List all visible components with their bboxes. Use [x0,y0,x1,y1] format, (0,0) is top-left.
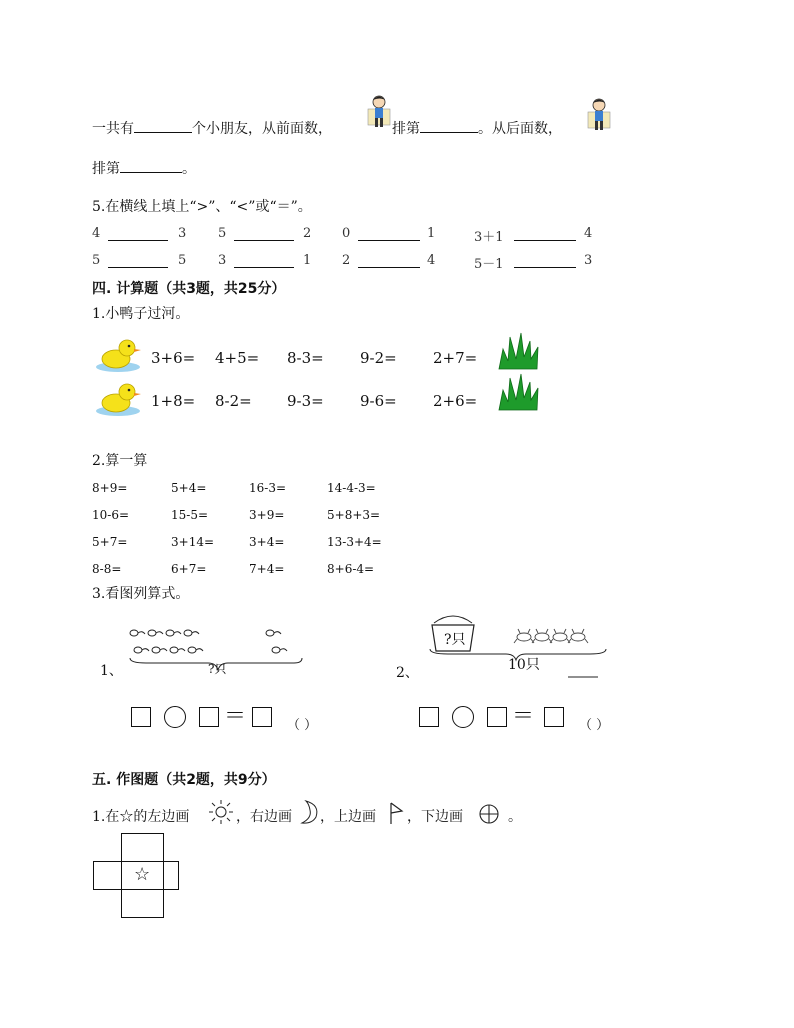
grass-icon [497,331,541,371]
q5-1-part4: ，下边画 [407,809,463,825]
expression: 9-6= [360,392,397,410]
answer-box[interactable] [199,707,219,727]
compare-right: 2 [303,226,312,241]
total-label: 10只 [508,657,540,673]
grid-cell-left[interactable] [93,861,122,890]
compare-right: 1 [427,226,436,241]
text-segment: 。 [182,161,196,177]
answer-blank[interactable] [134,118,192,133]
compare-right: 4 [584,226,593,241]
equals-sign: ＝ [512,704,535,729]
star-icon: ☆ [134,864,151,885]
expression: 8-8= [92,562,122,576]
expression: 8+9= [92,481,128,495]
grid-cell-right[interactable] [163,861,179,890]
expression: 15-5= [171,508,209,522]
compare-blank[interactable] [234,239,294,241]
expression: 14-4-3= [327,481,376,495]
answer-box[interactable] [252,707,272,727]
compare-right: 3 [584,253,593,268]
child-figure-icon [586,96,612,136]
answer-box[interactable] [544,707,564,727]
expression: 6+7= [171,562,207,576]
q5-1-part3: ，上边画 [320,809,376,825]
expression: 1+8= [151,392,196,410]
circle-cross-icon [478,803,500,825]
expression: 13-3+4= [327,535,382,549]
grid-cell-bottom[interactable] [121,889,164,918]
unit-paren[interactable]: （ ） [579,718,610,733]
expression: 7+4= [249,562,285,576]
expression: 8+6-4= [327,562,375,576]
duck-icon [94,337,142,373]
compare-blank[interactable] [108,266,168,268]
compare-right: 3 [178,226,187,241]
compare-blank[interactable] [358,239,420,241]
text-segment: 排第 [92,161,120,177]
answer-box[interactable] [487,707,507,727]
compare-blank[interactable] [108,239,168,241]
operator-circle[interactable] [164,706,186,728]
answer-blank[interactable] [420,118,478,133]
figure-2-number: 2、 [396,665,419,681]
compare-blank[interactable] [514,266,576,268]
q4-1-title: 1.小鸭子过河。 [92,306,190,322]
section-4-title: 四. 计算题（共3题，共25分） [92,281,286,297]
duck-icon [94,381,142,417]
expression: 3+6= [151,349,196,367]
compare-left: 3＋1 [474,230,504,245]
q4-2-title: 2.算一算 [92,453,148,469]
expression: 2+7= [433,349,478,367]
compare-left: 5 [92,253,101,268]
section-5-title: 五. 作图题（共2题，共9分） [92,772,276,788]
expression: 9-2= [360,349,397,367]
compare-left: 5 [218,226,227,241]
expression: 3+4= [249,535,285,549]
compare-right: 4 [427,253,436,268]
compare-left: 0 [342,226,351,241]
operator-circle[interactable] [452,706,474,728]
grid-cell-center [121,861,164,890]
equals-sign: ＝ [224,704,247,729]
text-segment: 一共有 [92,121,134,137]
expression: 16-3= [249,481,287,495]
sun-icon [208,799,234,825]
q5-1-part5: 。 [508,809,522,825]
compare-blank[interactable] [234,266,294,268]
child-figure-icon [366,93,392,133]
expression: 4+5= [215,349,260,367]
compare-blank[interactable] [358,266,420,268]
answer-box[interactable] [419,707,439,727]
compare-left: 5－1 [474,257,504,272]
compare-left: 4 [92,226,101,241]
text-segment: 。从后面数， [478,121,562,137]
expression: 9-3= [287,392,324,410]
q5-1-part1: 1.在☆的左边画 [92,809,190,825]
compare-left: 3 [218,253,227,268]
line2 [92,158,196,178]
compare-right: 5 [178,253,187,268]
expression: 8-3= [287,349,324,367]
answer-box[interactable] [131,707,151,727]
expression: 8-2= [215,392,252,410]
answer-blank[interactable] [120,158,182,173]
bucket-label: ?只 [444,632,466,648]
q4-3-title: 3.看图列算式。 [92,586,190,602]
grass-icon [497,372,541,412]
expression: 3+9= [249,508,285,522]
flag-icon [388,801,406,825]
q5-title: 5.在横线上填上“>”、“<”或“＝”。 [92,199,312,215]
figure-1-label: ?只 [208,662,227,676]
compare-right: 1 [303,253,312,268]
expression: 10-6= [92,508,130,522]
q5-1-part2: ，右边画 [236,809,292,825]
expression: 5+4= [171,481,207,495]
text-segment: 个小朋友，从前面数， [192,121,332,137]
text-segment: 排第 [392,121,420,137]
figure-1-number: 1、 [100,663,123,679]
compare-blank[interactable] [514,239,576,241]
expression: 5+7= [92,535,128,549]
expression: 2+6= [433,392,478,410]
expression: 5+8+3= [327,508,381,522]
compare-left: 2 [342,253,351,268]
moon-icon [298,799,322,825]
expression: 3+14= [171,535,215,549]
line1-rest [392,118,562,138]
grid-cell-top[interactable] [121,833,164,862]
unit-paren[interactable]: （ ） [287,718,318,733]
line1 [92,118,332,138]
